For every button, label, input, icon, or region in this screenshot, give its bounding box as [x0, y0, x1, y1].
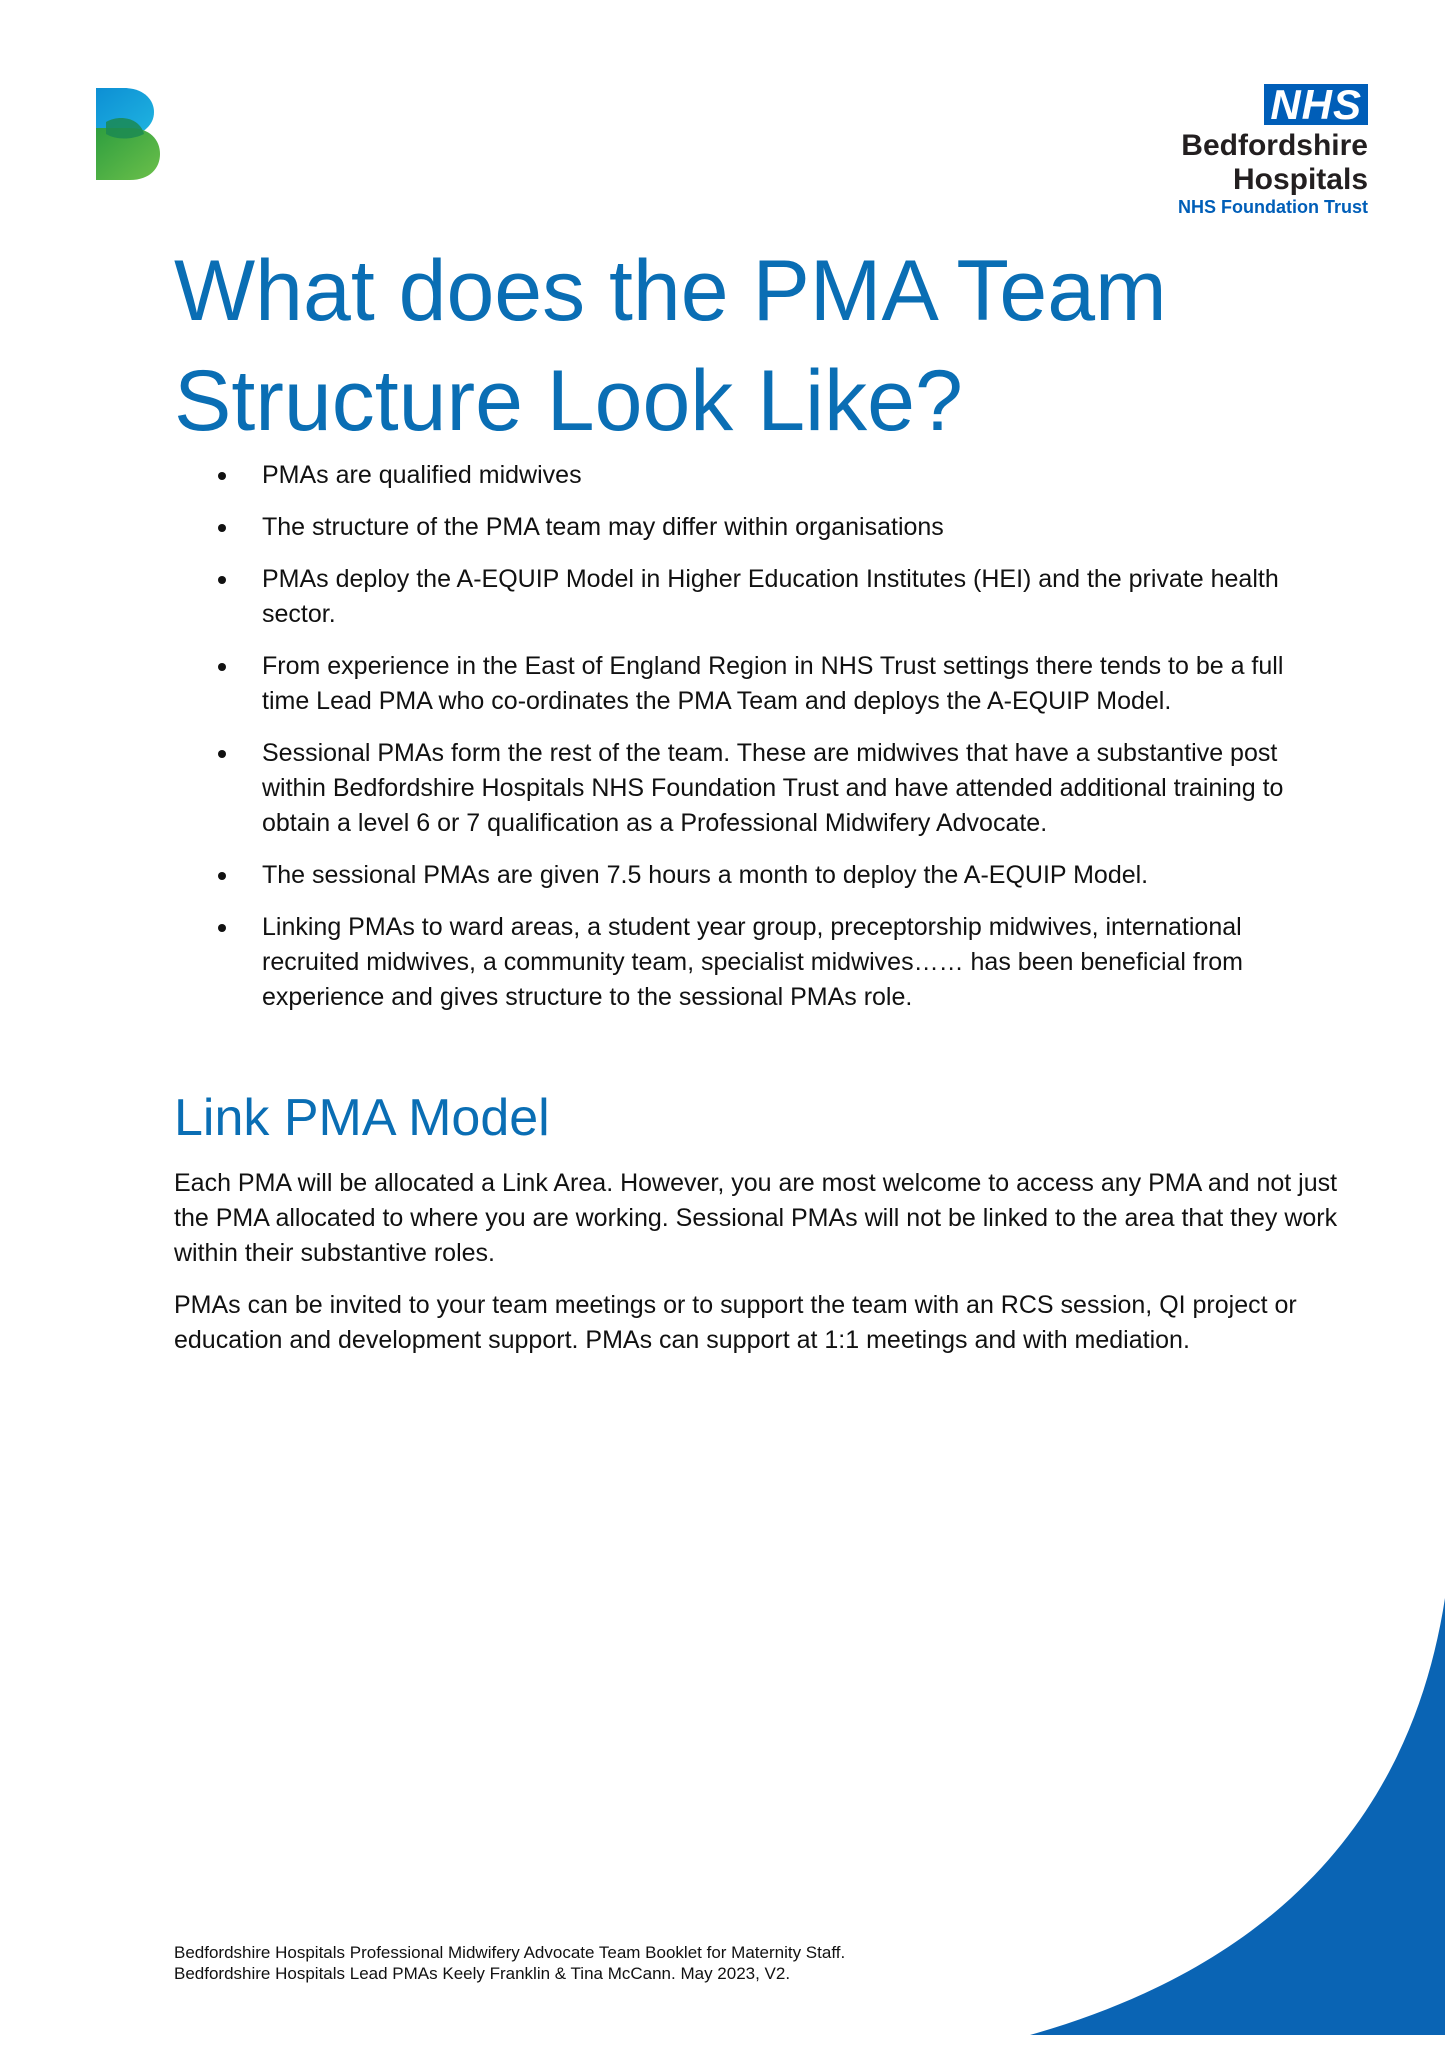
bedfordshire-logo-icon [96, 88, 160, 180]
bullet-icon [218, 924, 226, 932]
footer-line-1: Bedfordshire Hospitals Professional Midwifery Advocate Team Booklet for Maternity Staff. [174, 1943, 846, 1962]
document-footer [174, 1942, 845, 1984]
title-line-2: Structure Look Like? [174, 353, 963, 449]
bullet-icon [218, 472, 226, 480]
list-item-text: Linking PMAs to ward areas, a student year group, preceptorship midwives, international recruited midwives, a community team, specialist midwives…… has been beneficial from experience and gives structure to the sessional PMAs role. [262, 913, 1243, 1011]
list-item-text: The structure of the PMA team may differ within organisations [262, 513, 944, 541]
page-title [174, 236, 1324, 456]
list-item-text: From experience in the East of England Region in NHS Trust settings there tends to be a full time Lead PMA who co-ordinates the PMA Team and deploys the A-EQUIP Model. [262, 652, 1284, 715]
list-item [174, 458, 1324, 493]
bullet-icon [218, 524, 226, 532]
bullet-icon [218, 576, 226, 584]
bullet-icon [218, 872, 226, 880]
list-item-text: Sessional PMAs form the rest of the team. These are midwives that have a substantive post within Bedfordshire Hospitals NHS Foundation Trust and have attended additional training to obtain a level 6 or 7 qualification as a Professional Midwifery Advocate. [262, 739, 1284, 837]
nhs-trust-logo [1048, 81, 1368, 217]
list-item [174, 510, 1324, 545]
list-item [174, 858, 1324, 893]
list-item-text: The sessional PMAs are given 7.5 hours a month to deploy the A-EQUIP Model. [262, 861, 1149, 889]
list-item [174, 562, 1324, 632]
org-name: Bedfordshire Hospitals [1181, 129, 1368, 196]
trust-name: NHS Foundation Trust [1178, 197, 1368, 217]
nhs-badge: NHS [1264, 84, 1368, 125]
list-item [174, 736, 1324, 841]
list-item [174, 649, 1324, 719]
footer-line-2: Bedfordshire Hospitals Lead PMAs Keely Franklin & Tina McCann. May 2023, V2. [174, 1964, 791, 1983]
pma-structure-list [174, 458, 1324, 1032]
link-pma-model-heading: Link PMA Model [174, 1089, 550, 1147]
bullet-icon [218, 663, 226, 671]
link-model-paragraph-1: Each PMA will be allocated a Link Area. However, you are most welcome to access any PMA and not just the PMA allocated to where you are working. Sessional PMAs will not be linked to the area that they work within their substantive roles. [174, 1169, 1338, 1267]
list-item-text: PMAs deploy the A-EQUIP Model in Higher Education Institutes (HEI) and the private health sector. [262, 565, 1279, 628]
list-item [174, 910, 1324, 1015]
title-line-1: What does the PMA Team [174, 243, 1167, 339]
link-model-paragraph-2: PMAs can be invited to your team meetings or to support the team with an RCS session, QI project or education and development support. PMAs can support at 1:1 meetings and with mediation. [174, 1291, 1297, 1354]
bullet-icon [218, 750, 226, 758]
list-item-text: PMAs are qualified midwives [262, 461, 582, 489]
